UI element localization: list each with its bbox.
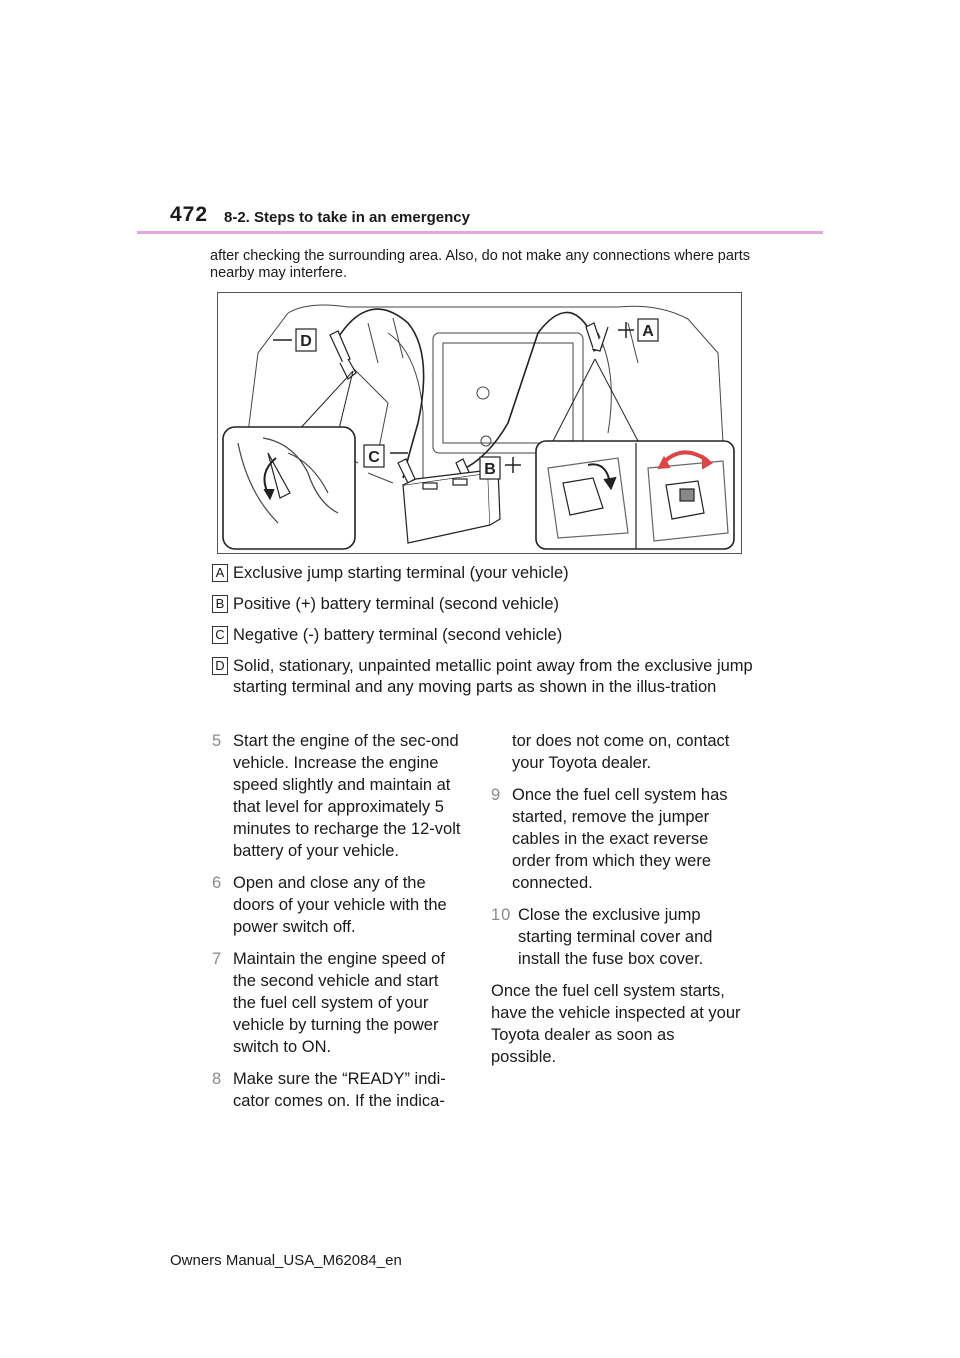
jump-terminal-detail bbox=[536, 441, 734, 549]
label-d bbox=[273, 329, 316, 351]
steps-column-left bbox=[212, 730, 464, 1122]
legend-item bbox=[212, 594, 772, 615]
section-title: 8-2. Steps to take in an emergency bbox=[224, 209, 470, 226]
step-number: 9 bbox=[491, 786, 501, 804]
step-number: 6 bbox=[212, 874, 222, 892]
svg-text:C: C bbox=[368, 449, 380, 466]
legend-item bbox=[212, 656, 772, 698]
step-number: 10 bbox=[491, 906, 512, 924]
legend-item bbox=[212, 563, 772, 584]
step-number: 5 bbox=[212, 732, 222, 750]
step-number: 8 bbox=[212, 1070, 222, 1088]
svg-text:A: A bbox=[642, 323, 654, 340]
footer-text: Owners Manual_USA_M62084_en bbox=[170, 1252, 402, 1269]
legend-key: B bbox=[212, 595, 228, 613]
step-text: Make sure the “READY” indi-cator comes on. If the indica- bbox=[233, 1070, 446, 1110]
ground-point-detail bbox=[223, 427, 355, 549]
step-text: Maintain the engine speed of the second vehicle and start the fuel cell system of your vehicle by turning the power switch to ON. bbox=[233, 950, 445, 1056]
legend-item bbox=[212, 625, 772, 646]
legend-key: A bbox=[212, 564, 228, 582]
legend-list bbox=[212, 563, 772, 708]
jump-start-illustration bbox=[217, 292, 742, 554]
step-item bbox=[491, 784, 743, 894]
step-text: Once the fuel cell system has started, remove the jumper cables in the exact reverse order from which they were connected. bbox=[512, 786, 728, 892]
label-a bbox=[618, 319, 658, 341]
legend-key: D bbox=[212, 657, 228, 675]
legend-text: Positive (+) battery terminal (second vehicle) bbox=[233, 595, 560, 613]
step-number: 7 bbox=[212, 950, 222, 968]
second-vehicle-battery bbox=[403, 469, 500, 543]
svg-text:D: D bbox=[300, 333, 312, 350]
svg-text:B: B bbox=[484, 461, 496, 478]
page-number: 472 bbox=[170, 203, 209, 226]
label-b bbox=[480, 457, 521, 479]
header-rule bbox=[137, 231, 823, 234]
step-text: Close the exclusive jump starting terminal cover and install the fuse box cover. bbox=[518, 906, 713, 968]
intro-text: after checking the surrounding area. Also, do not make any connections where parts nearby may interfere. bbox=[210, 248, 751, 281]
step-item bbox=[212, 872, 464, 938]
step-continuation: tor does not come on, contact your Toyota dealer. bbox=[512, 732, 730, 772]
step-item bbox=[212, 730, 464, 862]
legend-text: Exclusive jump starting terminal (your vehicle) bbox=[233, 564, 569, 582]
steps-column-right bbox=[491, 730, 743, 1068]
closing-paragraph: Once the fuel cell system starts, have the vehicle inspected at your Toyota dealer as soon as possible. bbox=[491, 982, 741, 1066]
legend-key: C bbox=[212, 626, 228, 644]
step-item bbox=[491, 904, 743, 970]
legend-text: Negative (-) battery terminal (second vehicle) bbox=[233, 626, 563, 644]
legend-text: Solid, stationary, unpainted metallic point away from the exclusive jump starting terminal and any moving parts as shown in the illus-tration bbox=[233, 657, 753, 696]
step-item bbox=[212, 948, 464, 1058]
step-item bbox=[212, 1068, 464, 1112]
step-text: Open and close any of the doors of your vehicle with the power switch off. bbox=[233, 874, 447, 936]
step-text: Start the engine of the sec-ond vehicle. Increase the engine speed slightly and maintain at that level for approximately 5 minutes to recharge the 12-volt battery of your vehicle. bbox=[233, 732, 461, 860]
